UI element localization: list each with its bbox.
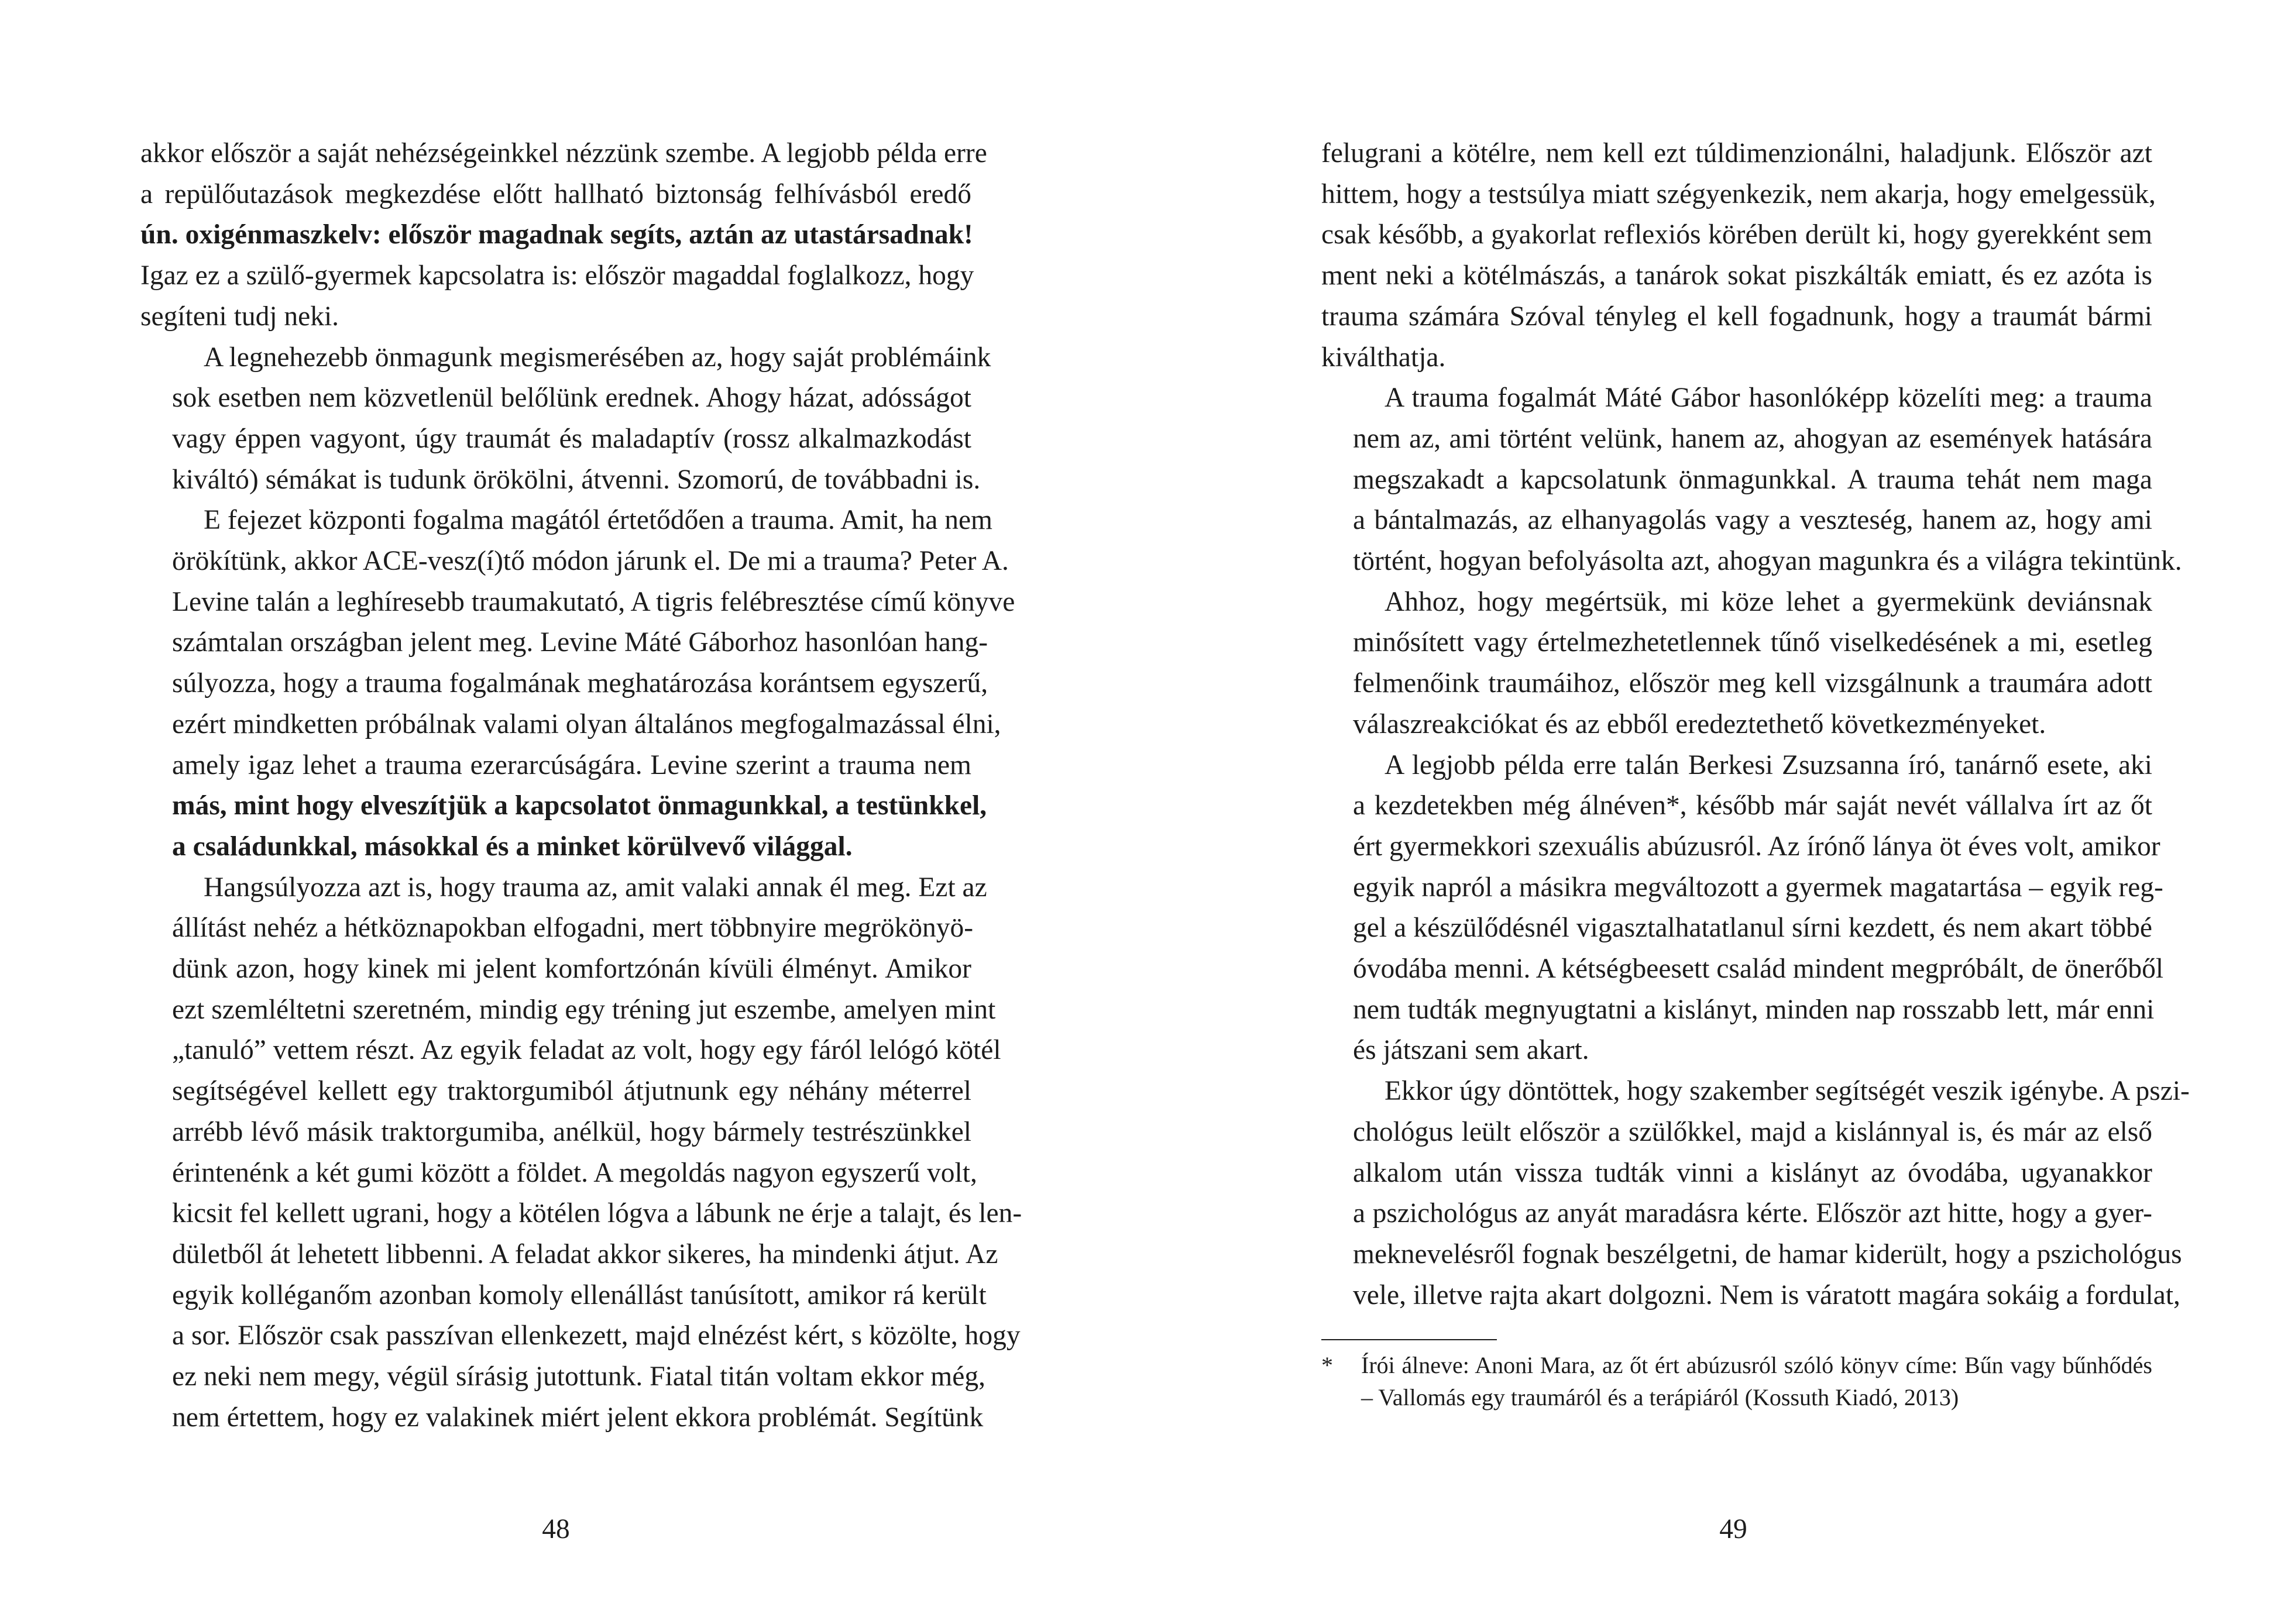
text-line: a sor. Először csak passzívan ellenkezett, majd elnézést kért, s közölte, hogy: [172, 1320, 1021, 1351]
text-line: hittem, hogy a testsúlya miatt szégyenkezik, nem akarja, hogy emelgessük,: [1321, 178, 2156, 209]
text-line: csak később, a gyakorlat reflexiós körében derült ki, hogy gyerekként sem: [1321, 219, 2152, 250]
paragraph: [1321, 582, 2152, 745]
text-line: ezt szemléltetni szeretném, mindig egy tréning jut eszembe, amelyen mint: [172, 994, 996, 1025]
text-line: E fejezet központi fogalma magától értetődően a trauma. Amit, ha nem: [204, 505, 992, 536]
paragraph: [140, 133, 987, 338]
text-line: sok esetben nem közvetlenül belőlünk erednek. Ahogy házat, adósságot: [172, 383, 971, 414]
text-line: kicsit fel kellett ugrani, hogy a kötélen lógva a lábunk ne érje a talajt, és len-: [172, 1198, 1022, 1229]
text-line: óvodába menni. A kétségbeesett család mindent megpróbált, de önerőből: [1353, 954, 2164, 985]
text-line: számtalan országban jelent meg. Levine Máté Gáborhoz hasonlóan hang-: [172, 627, 988, 658]
text-line: amely igaz lehet a trauma ezerarcúságára. Levine szerint a trauma nem: [172, 749, 971, 780]
footnote-line: Írói álneve: Anoni Mara, az őt ért abúzusról szóló könyv címe: Bűn vagy bűnhődés: [1361, 1352, 2152, 1378]
text-line: felugrani a kötélre, nem kell ezt túldimenzionálni, haladjunk. Először azt: [1321, 138, 2152, 168]
text-line: felmenőink traumáihoz, először meg kell vizsgálnunk a traumára adott: [1353, 668, 2152, 699]
text-line: a pszichológus az anyát maradásra kérte. Először azt hitte, hogy a gyer-: [1353, 1198, 2152, 1229]
text-line: vagy éppen vagyont, úgy traumát és maladaptív (rossz alkalmazkodást: [172, 423, 971, 454]
paragraph: [140, 338, 991, 501]
text-line: Ekkor úgy döntöttek, hogy szakember segítségét veszik igénybe. A pszi-: [1385, 1076, 2190, 1107]
left-page-text: [140, 133, 1022, 1439]
page-number: 48: [542, 1514, 570, 1544]
text-line: gel a készülődésnél vigasztalhatatlanul sírni kezdett, és nem akart többé: [1353, 913, 2152, 944]
text-line: nem értettem, hogy ez valakinek miért jelent ekkora problémát. Segítünk: [172, 1402, 984, 1433]
text-line: érintenénk a két gumi között a földet. A megoldás nagyon egyszerű volt,: [172, 1157, 977, 1188]
footnote-body: [1361, 1349, 2152, 1413]
text-line: a repülőutazások megkezdése előtt hallható biztonság felhívásból eredő: [140, 178, 971, 209]
text-line: arrébb lévő másik traktorgumiba, anélkül, hogy bármely testrészünkkel: [172, 1116, 971, 1147]
paragraph: [1321, 745, 2164, 1072]
text-line: kiváltó) sémákat is tudunk örökölni, átvenni. Szomorú, de továbbadni is.: [172, 464, 981, 495]
right-page-text: [1321, 133, 2190, 1316]
text-line: Ahhoz, hogy megértsük, mi köze lehet a gyermekünk deviánsnak: [1385, 586, 2152, 617]
text-line: más, mint hogy elveszítjük a kapcsolatot önmagunkkal, a testünkkel,: [172, 790, 987, 821]
text-line: Igaz ez a szülő-gyermek kapcsolatra is: először magaddal foglalkozz, hogy: [140, 260, 974, 291]
text-line: kiválthatja.: [1321, 342, 1446, 373]
text-line: megszakadt a kapcsolatunk önmagunkkal. A trauma tehát nem maga: [1353, 464, 2152, 495]
text-line: akkor először a saját nehézségeinkkel nézzünk szembe. A legjobb példa erre: [140, 138, 987, 168]
text-line: dünk azon, hogy kinek mi jelent komfortzónán kívüli élményt. Amikor: [172, 954, 971, 985]
text-line: ún. oxigénmaszkelv: először magadnak segíts, aztán az utastársadnak!: [140, 219, 973, 250]
text-line: ez neki nem megy, végül sírásig jutottunk. Fiatal titán voltam ekkor még,: [172, 1361, 985, 1392]
paragraph: [1321, 1071, 2190, 1316]
paragraph: [140, 500, 1015, 867]
text-line: chológus leült először a szülőkkel, majd a kislánnyal is, és már az első: [1353, 1116, 2152, 1147]
footnote: [1321, 1349, 2152, 1413]
text-line: nem az, ami történt velünk, hanem az, ahogyan az események hatására: [1353, 423, 2152, 454]
paragraph: [1321, 133, 2156, 378]
text-line: meknevelésről fognak beszélgetni, de hamar kiderült, hogy a pszichológus: [1353, 1238, 2182, 1269]
text-line: súlyozza, hogy a trauma fogalmának meghatározása korántsem egyszerű,: [172, 668, 988, 699]
text-line: Hangsúlyozza azt is, hogy trauma az, amit valaki annak él meg. Ezt az: [204, 872, 987, 903]
text-line: segítségével kellett egy traktorgumiból átjutnunk egy néhány méterrel: [172, 1076, 971, 1107]
text-line: minősített vagy értelmezhetetlennek tűnő viselkedésének a mi, esetleg: [1353, 627, 2152, 658]
text-line: ért gyermekkori szexuális abúzusról. Az írónő lánya öt éves volt, amikor: [1353, 831, 2160, 862]
text-line: egyik napról a másikra megváltozott a gyermek magatartása – egyik reg-: [1353, 872, 2163, 903]
text-line: és játszani sem akart.: [1353, 1035, 1589, 1066]
text-line: trauma számára Szóval tényleg el kell fogadnunk, hogy a traumát bármi: [1321, 301, 2152, 332]
page-number: 49: [1719, 1514, 1747, 1544]
text-line: A legnehezebb önmagunk megismerésében az, hogy saját problémáink: [204, 342, 991, 373]
text-line: történt, hogyan befolyásolta azt, ahogyan magunkra és a világra tekintünk.: [1353, 546, 2182, 577]
text-line: egyik kolléganőm azonban komoly ellenállást tanúsított, amikor rá került: [172, 1279, 987, 1310]
text-line: A trauma fogalmát Máté Gábor hasonlóképp közelíti meg: a trauma: [1385, 383, 2152, 414]
text-line: segíteni tudj neki.: [140, 301, 339, 332]
footnote-mark: *: [1321, 1352, 1333, 1378]
footnote-rule: [1321, 1339, 1497, 1340]
text-line: a kezdetekben még álnéven*, később már saját nevét vállalva írt az őt: [1353, 790, 2152, 821]
paragraph: [140, 868, 1022, 1439]
text-line: ment neki a kötélmászás, a tanárok sokat piszkálták emiatt, és ez azóta is: [1321, 260, 2152, 291]
text-line: „tanuló” vettem részt. Az egyik feladat az volt, hogy egy fáról lelógó kötél: [172, 1035, 1001, 1066]
text-line: állítást nehéz a hétköznapokban elfogadni, mert többnyire megrökönyö-: [172, 913, 974, 944]
footnote-line: – Vallomás egy traumáról és a terápiáról (Kossuth Kiadó, 2013): [1361, 1384, 1959, 1410]
text-line: A legjobb példa erre talán Berkesi Zsuzsanna író, tanárnő esete, aki: [1385, 749, 2152, 780]
text-line: vele, illetve rajta akart dolgozni. Nem is váratott magára sokáig a fordulat,: [1353, 1279, 2180, 1310]
text-line: alkalom után vissza tudták vinni a kislányt az óvodába, ugyanakkor: [1353, 1157, 2152, 1188]
text-line: nem tudták megnyugtatni a kislányt, minden nap rosszabb lett, már enni: [1353, 994, 2155, 1025]
text-line: válaszreakciókat és az ebből eredeztethető következményeket.: [1353, 708, 2046, 739]
text-line: Levine talán a leghíresebb traumakutató, A tigris felébresztése című könyve: [172, 586, 1015, 617]
text-line: ezért mindketten próbálnak valami olyan általános megfogalmazással élni,: [172, 708, 1001, 739]
text-line: a családunkkal, másokkal és a minket körülvevő világgal.: [172, 831, 853, 862]
text-line: örökítünk, akkor ACE-vesz(í)tő módon járunk el. De mi a trauma? Peter A.: [172, 546, 1009, 577]
paragraph: [1321, 378, 2182, 582]
text-line: dületből át lehetett libbenni. A feladat akkor sikeres, ha mindenki átjut. Az: [172, 1238, 998, 1269]
text-line: a bántalmazás, az elhanyagolás vagy a veszteség, hanem az, hogy ami: [1353, 505, 2152, 536]
